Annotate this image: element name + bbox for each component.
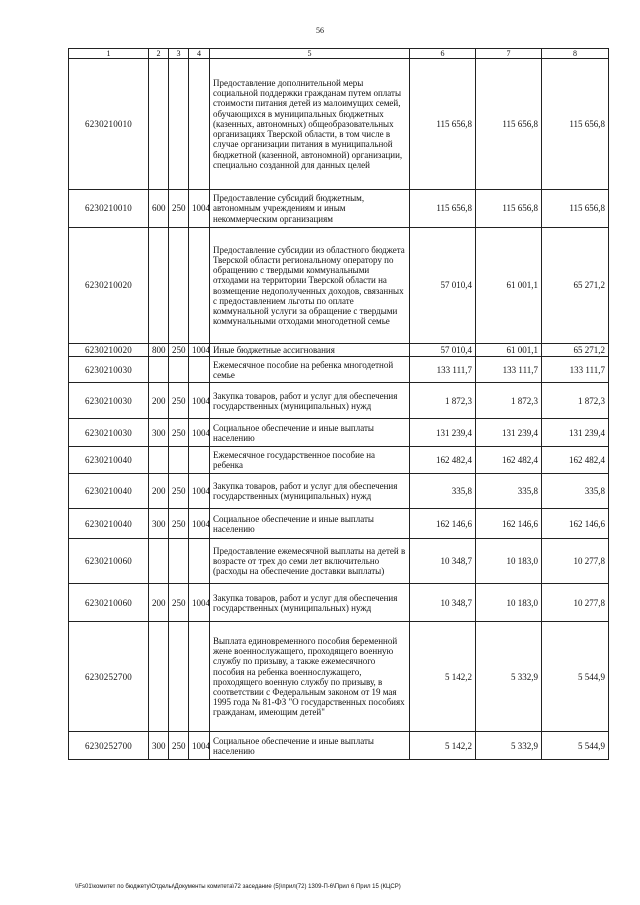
column-number-row: [69, 49, 609, 59]
table-row: [69, 383, 609, 419]
ministry-code-cell: 250: [169, 474, 189, 509]
item-name-cell: Предоставление субсидий бюджетным, автономным учреждениям и иным некоммерческим организациям: [210, 190, 410, 228]
expense-type-cell: [149, 357, 169, 383]
section-code-cell: 1004: [189, 732, 210, 760]
table-row: [69, 357, 609, 383]
ministry-code-cell: 250: [169, 732, 189, 760]
target-code-cell: 6230210060: [69, 539, 149, 584]
amount-year1-cell: 131 239,4: [410, 419, 476, 447]
table-row: [69, 509, 609, 539]
table-row: [69, 539, 609, 584]
amount-year1-cell: 10 348,7: [410, 584, 476, 622]
section-code-cell: [189, 228, 210, 344]
ministry-code-cell: [169, 357, 189, 383]
target-code-cell: 6230210010: [69, 190, 149, 228]
amount-year3-cell: 5 544,9: [542, 732, 609, 760]
col-header: 4: [189, 49, 210, 59]
amount-year1-cell: 335,8: [410, 474, 476, 509]
target-code-cell: 6230252700: [69, 622, 149, 732]
col-header: 8: [542, 49, 609, 59]
item-name-cell: Закупка товаров, работ и услуг для обеспечения государственных (муниципальных) нужд: [210, 474, 410, 509]
target-code-cell: 6230210040: [69, 447, 149, 474]
table-row: [69, 228, 609, 344]
ministry-code-cell: [169, 539, 189, 584]
item-name-cell: Закупка товаров, работ и услуг для обеспечения государственных (муниципальных) нужд: [210, 383, 410, 419]
amount-year3-cell: 133 111,7: [542, 357, 609, 383]
ministry-code-cell: 250: [169, 383, 189, 419]
target-code-cell: 6230210040: [69, 509, 149, 539]
table-row: [69, 447, 609, 474]
ministry-code-cell: [169, 59, 189, 190]
amount-year3-cell: 162 146,6: [542, 509, 609, 539]
ministry-code-cell: [169, 622, 189, 732]
table-row: [69, 59, 609, 190]
amount-year1-cell: 5 142,2: [410, 622, 476, 732]
amount-year1-cell: 133 111,7: [410, 357, 476, 383]
expense-type-cell: [149, 622, 169, 732]
amount-year3-cell: 115 656,8: [542, 190, 609, 228]
amount-year3-cell: 1 872,3: [542, 383, 609, 419]
ministry-code-cell: 250: [169, 190, 189, 228]
expense-type-cell: 300: [149, 419, 169, 447]
col-header: 3: [169, 49, 189, 59]
page-number: 56: [316, 26, 324, 35]
amount-year1-cell: 162 146,6: [410, 509, 476, 539]
target-code-cell: 6230210030: [69, 419, 149, 447]
amount-year2-cell: 10 183,0: [476, 584, 542, 622]
amount-year3-cell: 10 277,8: [542, 539, 609, 584]
ministry-code-cell: 250: [169, 419, 189, 447]
item-name-cell: Предоставление ежемесячной выплаты на детей в возрасте от трех до семи лет включительно (расходы на обеспечение доставки выплаты): [210, 539, 410, 584]
amount-year2-cell: 115 656,8: [476, 190, 542, 228]
amount-year1-cell: 57 010,4: [410, 228, 476, 344]
amount-year2-cell: 133 111,7: [476, 357, 542, 383]
item-name-cell: Предоставление субсидии из областного бюджета Тверской области региональному оператору по обращению с твердыми коммунальными отходами на территории Тверской области на возмещение недополученных доходов, связанных с предоставлением льготы по оплате коммунальной услуги за обращение с твердыми коммунальными отходами многодетной семье: [210, 228, 410, 344]
amount-year2-cell: 1 872,3: [476, 383, 542, 419]
item-name-cell: Закупка товаров, работ и услуг для обеспечения государственных (муниципальных) нужд: [210, 584, 410, 622]
table-row: [69, 190, 609, 228]
amount-year3-cell: 5 544,9: [542, 622, 609, 732]
section-code-cell: 1004: [189, 344, 210, 357]
section-code-cell: 1004: [189, 383, 210, 419]
item-name-cell: Социальное обеспечение и иные выплаты населению: [210, 419, 410, 447]
amount-year2-cell: 5 332,9: [476, 732, 542, 760]
expense-type-cell: 200: [149, 383, 169, 419]
ministry-code-cell: [169, 228, 189, 344]
item-name-cell: Социальное обеспечение и иные выплаты населению: [210, 732, 410, 760]
amount-year3-cell: 162 482,4: [542, 447, 609, 474]
amount-year1-cell: 57 010,4: [410, 344, 476, 357]
target-code-cell: 6230252700: [69, 732, 149, 760]
expense-type-cell: 600: [149, 190, 169, 228]
budget-table: [68, 48, 609, 760]
col-header: 7: [476, 49, 542, 59]
col-header: 6: [410, 49, 476, 59]
target-code-cell: 6230210040: [69, 474, 149, 509]
section-code-cell: [189, 622, 210, 732]
ministry-code-cell: [169, 447, 189, 474]
expense-type-cell: 200: [149, 584, 169, 622]
col-header: 2: [149, 49, 169, 59]
target-code-cell: 6230210030: [69, 357, 149, 383]
target-code-cell: 6230210030: [69, 383, 149, 419]
amount-year2-cell: 131 239,4: [476, 419, 542, 447]
section-code-cell: [189, 447, 210, 474]
amount-year1-cell: 115 656,8: [410, 59, 476, 190]
target-code-cell: 6230210010: [69, 59, 149, 190]
file-path-footer: \\Fs01\комитет по бюджету\Отделы\Документы комитета\72 заседание (5)\прил(72) 1309-П-6\Прил 6 Прил 15 (КЦСР): [75, 884, 401, 890]
amount-year1-cell: 1 872,3: [410, 383, 476, 419]
amount-year1-cell: 10 348,7: [410, 539, 476, 584]
table-row: [69, 584, 609, 622]
section-code-cell: 1004: [189, 584, 210, 622]
item-name-cell: Выплата единовременного пособия беременной жене военнослужащего, проходящего военную службу по призыву, а также ежемесячного пособия на ребенка военнослужащего, проходящего военную службу по призыву, в соответствии с Федеральным законом от 19 мая 1995 года № 81-ФЗ "О государственных пособиях гражданам, имеющим детей": [210, 622, 410, 732]
amount-year2-cell: 115 656,8: [476, 59, 542, 190]
section-code-cell: [189, 357, 210, 383]
table-row: [69, 344, 609, 357]
target-code-cell: 6230210060: [69, 584, 149, 622]
expense-type-cell: 300: [149, 509, 169, 539]
section-code-cell: 1004: [189, 419, 210, 447]
ministry-code-cell: 250: [169, 509, 189, 539]
amount-year3-cell: 335,8: [542, 474, 609, 509]
item-name-cell: Ежемесячное государственное пособие на ребенка: [210, 447, 410, 474]
amount-year3-cell: 131 239,4: [542, 419, 609, 447]
amount-year2-cell: 61 001,1: [476, 344, 542, 357]
item-name-cell: Предоставление дополнительной меры социальной поддержки гражданам путем оплаты стоимости питания детей из малоимущих семей, обучающихся в муниципальных бюджетных (казенных, автономных) общеобразовательных организациях Тверской области, в том числе в случае организации питания в муниципальной бюджетной (казенной, автономной) организации, специально созданной для данных целей: [210, 59, 410, 190]
amount-year2-cell: 335,8: [476, 474, 542, 509]
section-code-cell: 1004: [189, 474, 210, 509]
amount-year3-cell: 115 656,8: [542, 59, 609, 190]
expense-type-cell: 200: [149, 474, 169, 509]
table-row: [69, 732, 609, 760]
table-row: [69, 474, 609, 509]
ministry-code-cell: 250: [169, 344, 189, 357]
expense-type-cell: [149, 539, 169, 584]
amount-year2-cell: 10 183,0: [476, 539, 542, 584]
table-row: [69, 419, 609, 447]
target-code-cell: 6230210020: [69, 228, 149, 344]
section-code-cell: 1004: [189, 509, 210, 539]
amount-year3-cell: 65 271,2: [542, 228, 609, 344]
expense-type-cell: [149, 228, 169, 344]
col-header: 5: [210, 49, 410, 59]
amount-year1-cell: 162 482,4: [410, 447, 476, 474]
item-name-cell: Ежемесячное пособие на ребенка многодетной семье: [210, 357, 410, 383]
amount-year2-cell: 162 146,6: [476, 509, 542, 539]
amount-year1-cell: 115 656,8: [410, 190, 476, 228]
target-code-cell: 6230210020: [69, 344, 149, 357]
section-code-cell: 1004: [189, 190, 210, 228]
amount-year1-cell: 5 142,2: [410, 732, 476, 760]
item-name-cell: Иные бюджетные ассигнования: [210, 344, 410, 357]
expense-type-cell: [149, 447, 169, 474]
ministry-code-cell: 250: [169, 584, 189, 622]
amount-year3-cell: 65 271,2: [542, 344, 609, 357]
section-code-cell: [189, 59, 210, 190]
table-row: [69, 622, 609, 732]
section-code-cell: [189, 539, 210, 584]
item-name-cell: Социальное обеспечение и иные выплаты населению: [210, 509, 410, 539]
amount-year2-cell: 61 001,1: [476, 228, 542, 344]
amount-year2-cell: 162 482,4: [476, 447, 542, 474]
amount-year3-cell: 10 277,8: [542, 584, 609, 622]
amount-year2-cell: 5 332,9: [476, 622, 542, 732]
col-header: 1: [69, 49, 149, 59]
expense-type-cell: [149, 59, 169, 190]
expense-type-cell: 800: [149, 344, 169, 357]
expense-type-cell: 300: [149, 732, 169, 760]
